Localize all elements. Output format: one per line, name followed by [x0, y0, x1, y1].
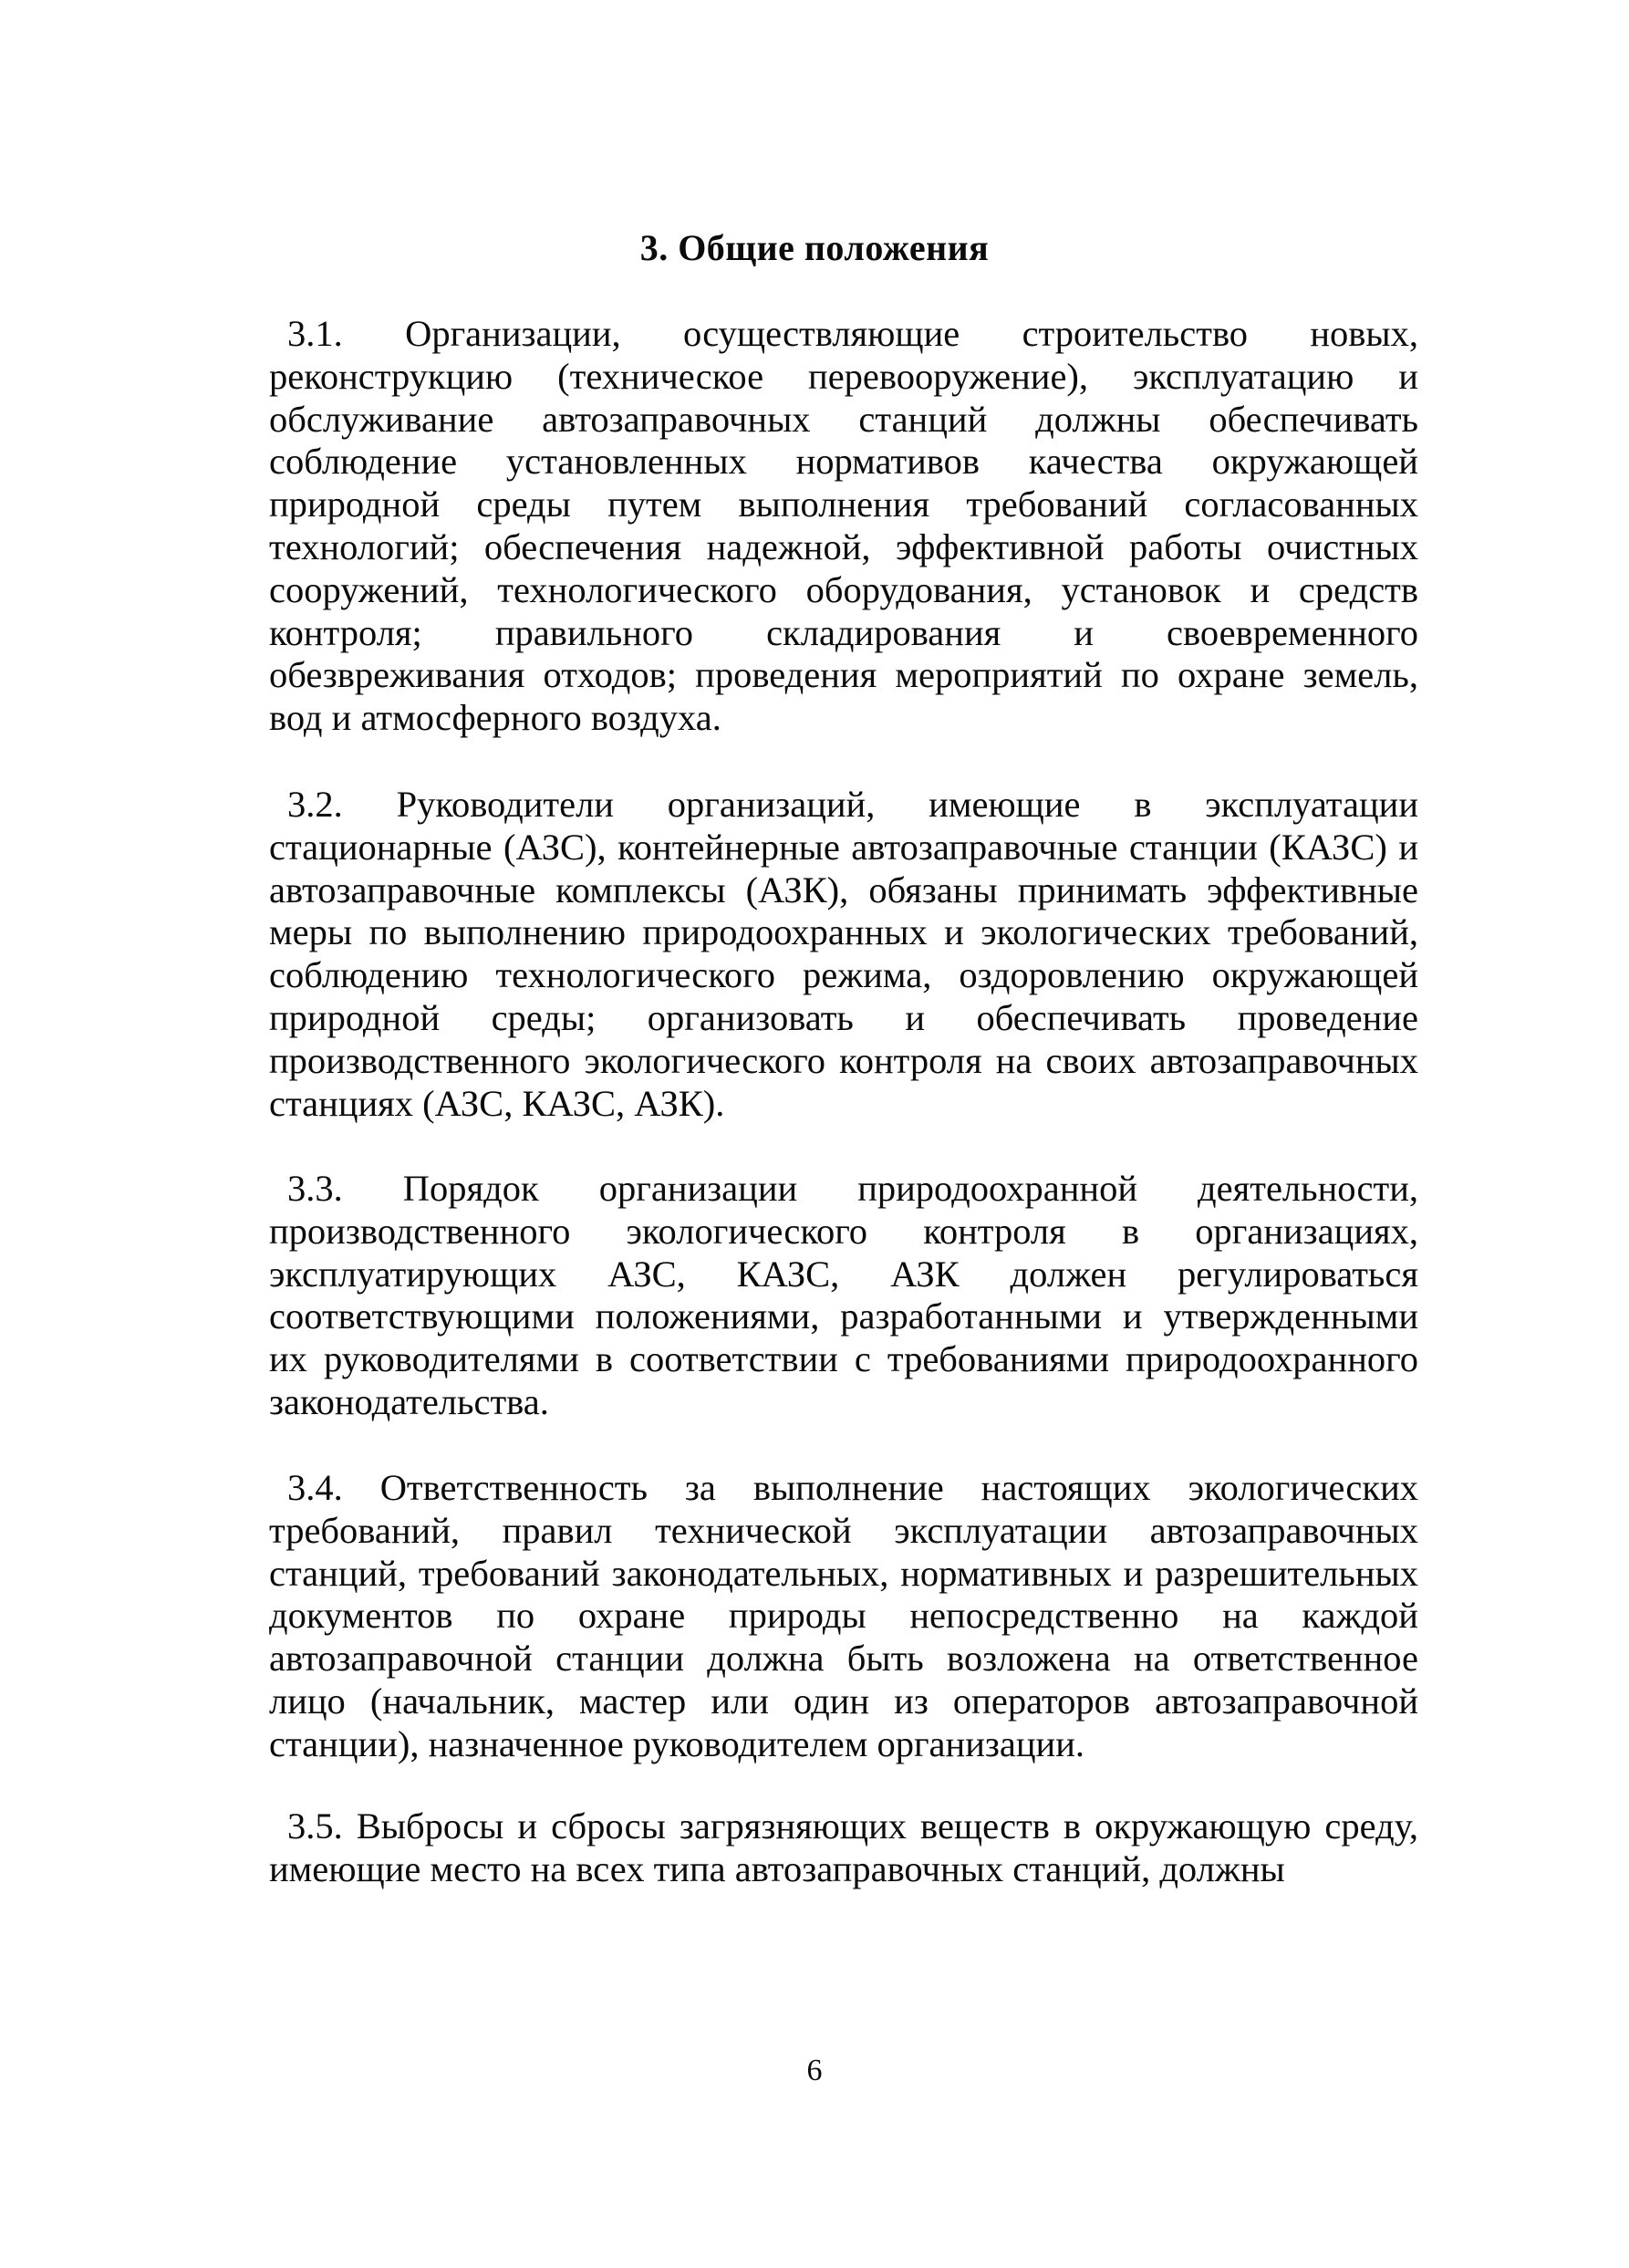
paragraph-text: Ответственность за выполнение настоящих экологических требований, правил технической эксплуатации автозаправочных станций, требований законодательных, нормативных и разрешительных документов по охране природы непосредственно на каждой автозаправочной станции должна быть возложена на ответственное лицо (начальник, мастер или один из операторов автозаправочной станции), назначенное руководителем организации.: [269, 1467, 1418, 1764]
paragraph-text: Руководители организаций, имеющие в эксплуатации стационарные (АЗС), контейнерные автозаправочные станции (КАЗС) и автозаправочные комплексы (АЗК), обязаны принимать эффективные меры по выполнению природоохранных и экологических требований, соблюдению технологического режима, оздоровлению окружающей природной среды; организовать и обеспечивать проведение производственного экологического контроля на своих автозаправочных станциях (АЗС, КАЗС, АЗК).: [269, 784, 1418, 1124]
paragraph-3-2: [269, 784, 1418, 1125]
paragraph-number: 3.3.: [287, 1168, 343, 1209]
paragraph-3-3: [269, 1168, 1418, 1424]
paragraph-number: 3.1.: [287, 313, 343, 354]
paragraph-3-4: [269, 1467, 1418, 1766]
page-number: 6: [806, 2054, 823, 2087]
paragraph-text: Порядок организации природоохранной деятельности, производственного экологического контроля в организациях, эксплуатирующих АЗС, КАЗС, АЗК должен регулироваться соответствующими положениями, разработанными и утвержденными их руководителями в соответствии с требованиями природоохранного законодательства.: [269, 1168, 1419, 1422]
paragraph-text: Выбросы и сбросы загрязняющих веществ в окружающую среду, имеющие место на всех типа автозаправочных станций, должны: [269, 1805, 1418, 1889]
paragraph-number: 3.4.: [287, 1467, 343, 1508]
paragraph-3-1: [269, 313, 1418, 740]
paragraph-3-5: [269, 1805, 1418, 1891]
section-title: 3. Общие положения: [639, 227, 990, 268]
paragraph-number: 3.5.: [287, 1805, 343, 1847]
paragraph-number: 3.2.: [287, 784, 343, 825]
paragraph-text: Организации, осуществляющие строительство новых, реконструкцию (техническое перевооружение), эксплуатацию и обслуживание автозаправочных станций должны обеспечивать соблюдение установленных нормативов качества окружающей природной среды путем выполнения требований согласованных технологий; обеспечения надежной, эффективной работы очистных сооружений, технологического оборудования, установок и средств контроля; правильного складирования и своевременного обезвреживания отходов; проведения мероприятий по охране земель, вод и атмосферного воздуха.: [269, 313, 1418, 739]
